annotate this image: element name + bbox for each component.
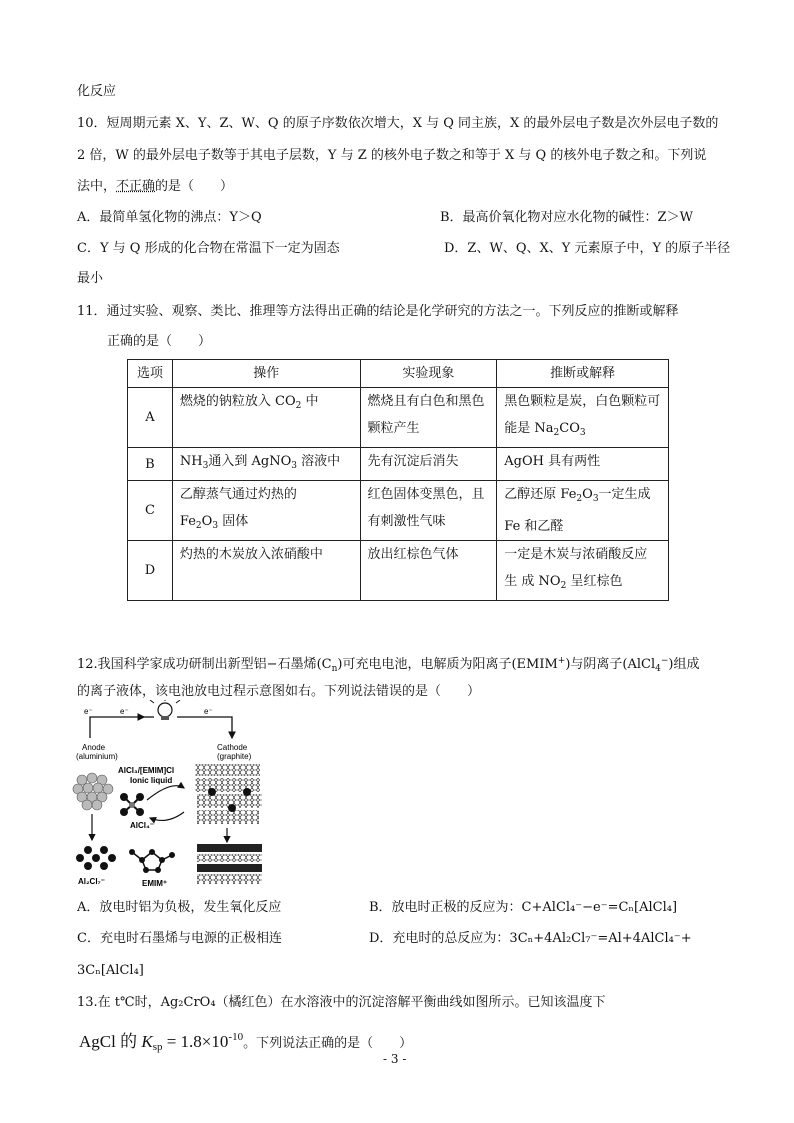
header-explanation: 推断或解释 [497, 360, 669, 388]
header-option: 选项 [128, 360, 173, 388]
graphite-stack-bottom [197, 844, 262, 884]
cathode-sublabel: (graphite) [217, 752, 252, 761]
ionic-liquid-label: AlCl₃/[EMIM]Cl [118, 766, 175, 775]
q10-line2: 2 倍，W 的最外层电子数等于其电子层数，Y 与 Z 的核外电子数之和等于 X 与 Q 的核外电子数之和。下列说 [77, 148, 707, 163]
q13-line1: 13.在 t℃时，Ag₂CrO₄（橘红色）在水溶液中的沉淀溶解平衡曲线如图所示。已知该温度下 [77, 995, 606, 1010]
ionic-liquid-sublabel: Ionic liquid [130, 776, 173, 785]
row-c-explanation: 乙醇还原 $Fe_2O_3$一定生成 Fe 和乙醛 [497, 481, 669, 541]
table-row [128, 388, 669, 448]
page-number: - 3 - [383, 1052, 407, 1066]
row-b-op: $NH_3$通入到 AgNO$_3$ 溶液中 [172, 448, 360, 481]
row-d-explanation: 一定是木炭与浓硝酸反应 生 成 $NO_2$ 呈红棕色 [497, 541, 669, 601]
alcl4-label: AlCl₄⁻ [130, 821, 155, 830]
row-b-explanation: AgOH 具有两性 [497, 448, 669, 481]
q12-option-c: C．充电时石墨烯与电源的正极相连 [77, 931, 282, 946]
row-a-op: 燃烧的钠粒放入 $CO_2$ 中 [172, 388, 360, 448]
q11-line1: 11．通过实验、观察、类比、推理等方法得出正确的结论是化学研究的方法之一。下列反应的推断或解释 [77, 304, 679, 319]
row-b-phenomenon: 先有沉淀后消失 [360, 448, 497, 481]
anode-sublabel: (aluminium) [76, 752, 118, 761]
q12-option-d: D．充电时的总反应为：3Cₙ+4Al₂Cl₇⁻=Al+4AlCl₄⁻+ [369, 931, 692, 946]
row-b-label: B [128, 448, 173, 481]
q10-line3-a: 法中， [77, 179, 117, 194]
table-row [128, 541, 669, 601]
table-row [128, 448, 669, 481]
q12-option-b: B．放电时正极的反应为：C+AlCl₄⁻−e⁻=Cₙ[AlCl₄] [369, 900, 678, 915]
battery-diagram [72, 700, 312, 895]
row-a-explanation: 黑色颗粒是炭，白色颗粒可 能是 $Na_2CO_3$ [497, 388, 669, 448]
q10-line3-c: 的是（ ） [155, 179, 234, 194]
anode-label: Anode [82, 743, 106, 752]
q10-option-c: C．Y 与 Q 形成的化合物在常温下一定为固态 [77, 241, 340, 256]
q12-line1: 12.我国科学家成功研制出新型铝−石墨烯$(C_n)$可充电电池，电解质为阳离子(EMIM+)与阴离子(AlCl$_4$−)组成 [77, 656, 700, 674]
intro-text: 化反应 [77, 84, 117, 99]
q10-option-d-cont: 最小 [77, 271, 104, 286]
q10-line3 [77, 178, 233, 196]
aluminium-cluster [73, 773, 113, 810]
q10-line1: 10．短周期元素 X、Y、Z、W、Q 的原子序数依次增大，X 与 Q 同主族，X 的最外层电子数是次外层电子数的 [77, 116, 719, 131]
q12-option-a: A．放电时铝为负极，发生氧化反应 [77, 900, 282, 915]
q10-option-b: B．最高价氧化物对应水化物的碱性：Z＞W [440, 210, 693, 225]
q11-line2: 正确的是（ ） [107, 334, 212, 349]
q11-table [127, 359, 669, 601]
row-c-phenomenon: 红色固体变黑色，且 有刺激性气味 [360, 481, 497, 541]
al2cl7-molecule [76, 846, 116, 870]
electron-label-2: e⁻ [120, 707, 129, 716]
q10-emphasis: 不正确 [116, 179, 156, 194]
row-d-phenomenon: 放出红棕色气体 [360, 541, 497, 601]
header-phenomenon: 实验现象 [360, 360, 497, 388]
cathode-label: Cathode [217, 743, 248, 752]
alcl4-molecule [120, 793, 144, 816]
row-a-label: A [128, 388, 173, 448]
q12-line2: 的离子液体，该电池放电过程示意图如右。下列说法错误的是（ ） [77, 684, 481, 699]
row-d-op: 灼热的木炭放入浓硝酸中 [172, 541, 360, 601]
electron-label-1: e⁻ [84, 707, 93, 716]
electron-label-3: e⁻ [204, 707, 213, 716]
q10-option-d: D．Z、W、Q、X、Y 元素原子中，Y 的原子半径 [444, 241, 731, 256]
header-operation: 操作 [172, 360, 360, 388]
emim-label: EMIM⁺ [142, 879, 168, 888]
row-c-op: 乙醇蒸气通过灼热的 $Fe_2O_3$ 固体 [172, 481, 360, 541]
graphite-stack-top [195, 764, 262, 824]
q13-line2: AgCl 的 $K_{sp} = 1.8\times 10^{-10}$。下列说法正确的是（ ） [79, 1031, 413, 1053]
row-c-label: C [128, 481, 173, 541]
table-row [128, 481, 669, 541]
table-header-row [128, 360, 669, 388]
al2cl7-label: Al₂Cl₇⁻ [78, 877, 105, 886]
emim-molecule [129, 849, 175, 873]
q12-option-d-cont: 3Cₙ[AlCl₄] [77, 963, 144, 978]
row-d-label: D [128, 541, 173, 601]
q10-option-a: A．最简单氢化物的沸点：Y＞Q [77, 210, 262, 225]
lightbulb-icon [150, 700, 180, 720]
row-a-phenomenon: 燃烧且有白色和黑色 颗粒产生 [360, 388, 497, 448]
